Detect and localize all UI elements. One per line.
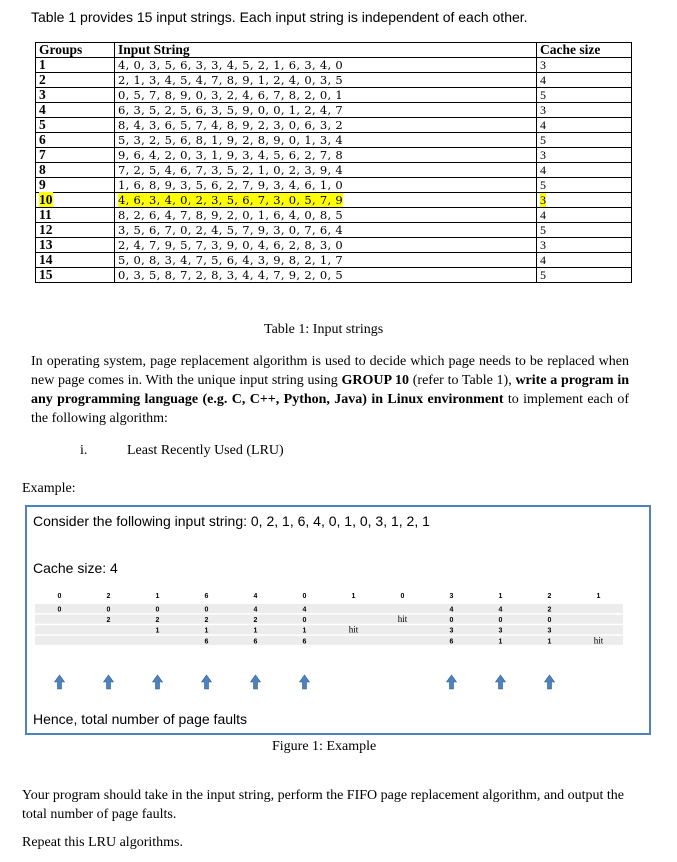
group-cell-text: 10 (39, 192, 53, 207)
group-cell (36, 253, 115, 268)
list-item-lru: Least Recently Used (LRU) (127, 443, 284, 458)
reference-value: 6 (204, 593, 209, 600)
input-string-cell-text: 9, 6, 4, 2, 0, 3, 1, 9, 3, 4, 5, 6, 2, 7, 8 (118, 148, 344, 162)
input-string-cell-text: 0, 3, 5, 8, 7, 2, 8, 3, 4, 4, 7, 9, 2, 0, 5 (118, 268, 344, 282)
reference-value: 0 (57, 593, 62, 600)
page-fault-arrow-icon (153, 675, 163, 689)
input-string-cell-text: 0, 5, 7, 8, 9, 0, 3, 2, 4, 6, 7, 8, 2, 0, 1 (118, 88, 344, 102)
page-fault-arrow-icon (104, 675, 114, 689)
cache-size-cell (537, 118, 632, 133)
group-cell (36, 178, 115, 193)
cache-size-cell (537, 73, 632, 88)
reference-value: 0 (302, 593, 307, 600)
cache-slot-value: 1 (155, 627, 160, 635)
cache-slot-value: 4 (302, 606, 307, 614)
cache-size-cell-text: 5 (540, 88, 546, 102)
table-caption: Table 1: Input strings (264, 322, 384, 337)
input-string-cell (115, 58, 537, 73)
cache-slot-value: 1 (302, 627, 307, 635)
input-string-cell-text: 7, 2, 5, 4, 6, 7, 3, 5, 2, 1, 0, 2, 3, 9, 4 (118, 163, 344, 177)
cache-slot-value: 6 (204, 638, 209, 646)
cache-slot-value: 6 (253, 638, 258, 646)
input-string-cell (115, 253, 537, 268)
reference-value: 2 (547, 593, 552, 600)
table-row (36, 253, 632, 268)
group-cell-text: 1 (39, 57, 46, 72)
group-cell (36, 118, 115, 133)
cache-size-cell-text: 5 (540, 223, 546, 237)
group-cell-text: 7 (39, 147, 46, 162)
input-string-cell-text: 5, 0, 8, 3, 4, 7, 5, 6, 4, 3, 9, 8, 2, 1, 7 (118, 253, 344, 267)
input-string-cell (115, 193, 537, 208)
reference-value: 4 (253, 593, 258, 600)
cache-slot-value: 0 (106, 606, 111, 614)
table-row (36, 133, 632, 148)
input-string-cell (115, 223, 537, 238)
table-row (36, 73, 632, 88)
cache-size-cell-text: 5 (540, 133, 546, 147)
group-cell-text: 12 (39, 222, 53, 237)
table-row (36, 118, 632, 133)
input-string-cell (115, 163, 537, 178)
table-row (36, 88, 632, 103)
cache-size-cell (537, 253, 632, 268)
cache-slot-value: 0 (302, 617, 307, 625)
page-fault-arrow-icon (545, 675, 555, 689)
input-string-cell-text: 6, 3, 5, 2, 5, 6, 3, 5, 9, 0, 0, 1, 2, 4, 7 (118, 103, 344, 117)
table-row (36, 238, 632, 253)
cache-slot-value: 4 (498, 606, 503, 614)
cache-slot-value: 2 (155, 617, 160, 625)
cache-size-cell-text: 3 (540, 238, 546, 252)
input-string-cell (115, 73, 537, 88)
cache-size-cell (537, 148, 632, 163)
cache-slot-value: 1 (204, 627, 209, 635)
cache-slot-value: 3 (498, 627, 503, 635)
cache-size-cell (537, 178, 632, 193)
program-requirement: write a program in any programming language (e.g. C, C++, Python, Java) in Linux environment (31, 373, 629, 407)
group-cell-text: 8 (39, 162, 46, 177)
example-label: Example: (22, 481, 76, 496)
cache-size-cell (537, 133, 632, 148)
cache-slot-row (35, 636, 623, 645)
lru-trace-diagram (27, 507, 649, 733)
table-row (36, 193, 632, 208)
cache-size-cell-text: 4 (540, 73, 546, 87)
page-fault-arrow-icon (447, 675, 457, 689)
para-text-3: to implement each of the following algorithm: (31, 392, 630, 426)
group-cell (36, 268, 115, 283)
cache-size-cell-text: 3 (540, 148, 546, 162)
cache-slot-value: 2 (204, 617, 209, 625)
input-string-header: Input String (115, 43, 537, 58)
cache-size-cell (537, 223, 632, 238)
cache-slot-row (35, 604, 623, 613)
input-string-cell (115, 103, 537, 118)
group-cell (36, 238, 115, 253)
group-cell-text: 9 (39, 177, 46, 192)
repeat-instruction: Repeat this LRU algorithms. (22, 835, 183, 850)
input-string-cell-text: 4, 6, 3, 4, 0, 2, 3, 5, 6, 7, 3, 0, 5, 7, 9 (118, 193, 344, 207)
cache-slot-value: 6 (302, 638, 307, 646)
cache-size-cell (537, 58, 632, 73)
group-cell (36, 163, 115, 178)
input-string-cell-text: 3, 5, 6, 7, 0, 2, 4, 5, 7, 9, 3, 0, 7, 6, 4 (118, 223, 344, 237)
input-string-cell (115, 178, 537, 193)
group-cell-text: 14 (39, 252, 53, 267)
figure-caption: Figure 1: Example (272, 739, 377, 754)
page-fault-arrow-icon (300, 675, 310, 689)
page-fault-arrow-icon (55, 675, 65, 689)
cache-size-cell (537, 163, 632, 178)
hit-label: hit (348, 624, 359, 635)
page-fault-arrow-icon (202, 675, 212, 689)
cache-slot-value: 2 (106, 617, 111, 625)
group-cell (36, 193, 115, 208)
input-string-cell-text: 4, 0, 3, 5, 6, 3, 3, 4, 5, 2, 1, 6, 3, 4, 0 (118, 58, 344, 72)
input-string-cell-text: 2, 1, 3, 4, 5, 4, 7, 8, 9, 1, 2, 4, 0, 3, 5 (118, 73, 344, 87)
cache-slot-value: 3 (449, 627, 454, 635)
group-cell-text: 2 (39, 72, 46, 87)
page-fault-arrow-icon (496, 675, 506, 689)
group-cell-text: 4 (39, 102, 46, 117)
task-paragraph: Your program should take in the input string, perform the FIFO page replacement algorithm, and output the total number of page faults. (22, 788, 625, 822)
group-number: GROUP 10 (341, 373, 410, 388)
group-cell-text: 13 (39, 237, 53, 252)
cache-slot-value: 1 (498, 638, 503, 646)
cache-size-cell-text: 3 (540, 103, 546, 117)
input-string-cell (115, 268, 537, 283)
cache-size-cell (537, 238, 632, 253)
reference-value: 1 (155, 593, 160, 600)
table-row (36, 163, 632, 178)
cache-slot-value: 0 (204, 606, 209, 614)
cache-slot-value: 2 (253, 617, 258, 625)
group-cell (36, 103, 115, 118)
groups-header: Groups (36, 43, 115, 58)
cache-size-cell (537, 103, 632, 118)
group-cell (36, 73, 115, 88)
cache-slot-value: 0 (547, 617, 552, 625)
cache-slot-value: 1 (253, 627, 258, 635)
input-string-cell (115, 133, 537, 148)
cache-size-cell (537, 268, 632, 283)
input-string-cell-text: 8, 4, 3, 6, 5, 7, 4, 8, 9, 2, 3, 0, 6, 3, 2 (118, 118, 344, 132)
group-cell-text: 3 (39, 87, 46, 102)
reference-value: 1 (498, 593, 503, 600)
cache-size-cell (537, 193, 632, 208)
input-string-cell (115, 208, 537, 223)
para-text-1: In operating system, page replacement algorithm is used to decide which page needs to be replaced when new page comes in. With the unique input string using (31, 354, 629, 388)
cache-slot-row (35, 615, 623, 624)
cache-size-cell-text: 3 (540, 193, 546, 207)
cache-slot-value: 0 (449, 617, 454, 625)
table-row (36, 268, 632, 283)
group-cell (36, 58, 115, 73)
input-string-cell (115, 118, 537, 133)
group-cell-text: 5 (39, 117, 46, 132)
group-cell (36, 223, 115, 238)
input-string-cell-text: 5, 3, 2, 5, 6, 8, 1, 9, 2, 8, 9, 0, 1, 3, 4 (118, 133, 344, 147)
table-row (36, 58, 632, 73)
cache-size-cell (537, 88, 632, 103)
group-cell (36, 148, 115, 163)
cache-size-cell-text: 4 (540, 253, 546, 267)
page-fault-arrow-icon (251, 675, 261, 689)
intro-text: Table 1 provides 15 input strings. Each input string is independent of each other. (31, 9, 528, 25)
cache-slot-value: 0 (155, 606, 160, 614)
group-cell (36, 133, 115, 148)
instructions-paragraph (31, 352, 629, 428)
table-row (36, 223, 632, 238)
input-string-cell (115, 238, 537, 253)
group-cell-text: 11 (39, 207, 52, 222)
figure-total-faults: Hence, total number of page faults (33, 711, 248, 727)
input-string-cell (115, 88, 537, 103)
cache-size-cell-text: 4 (540, 163, 546, 177)
cache-size-cell (537, 208, 632, 223)
cache-slot-value: 3 (547, 627, 552, 635)
cache-slot-value: 2 (547, 606, 552, 614)
cache-size-cell-text: 4 (540, 118, 546, 132)
reference-value: 0 (400, 593, 405, 600)
para-text-2: (refer to Table 1), (409, 373, 516, 388)
reference-value: 3 (449, 593, 454, 600)
cache-slot-value: 4 (449, 606, 454, 614)
group-cell-text: 15 (39, 267, 53, 282)
figure-input-string: Consider the following input string: 0, 2, 1, 6, 4, 0, 1, 0, 3, 1, 2, 1 (33, 513, 430, 529)
reference-value: 2 (106, 593, 111, 600)
group-cell (36, 88, 115, 103)
example-figure (25, 505, 651, 735)
hit-label: hit (593, 635, 604, 646)
table-row (36, 148, 632, 163)
reference-value: 1 (351, 593, 356, 600)
cache-size-cell-text: 4 (540, 208, 546, 222)
group-cell (36, 208, 115, 223)
hit-label: hit (397, 614, 408, 625)
table-row (36, 208, 632, 223)
cache-size-header: Cache size (537, 43, 632, 58)
cache-slot-value: 6 (449, 638, 454, 646)
table-row (36, 103, 632, 118)
input-string-cell-text: 1, 6, 8, 9, 3, 5, 6, 2, 7, 9, 3, 4, 6, 1, 0 (118, 178, 344, 192)
input-string-cell-text: 8, 2, 6, 4, 7, 8, 9, 2, 0, 1, 6, 4, 0, 8, 5 (118, 208, 344, 222)
cache-size-cell-text: 5 (540, 178, 546, 192)
cache-slot-value: 0 (498, 617, 503, 625)
group-cell-text: 6 (39, 132, 46, 147)
table-row (36, 178, 632, 193)
cache-slot-value: 0 (57, 606, 62, 614)
cache-size-cell-text: 5 (540, 268, 546, 282)
table-header-row (36, 43, 632, 58)
cache-size-cell-text: 3 (540, 58, 546, 72)
cache-slot-value: 1 (547, 638, 552, 646)
input-string-cell-text: 2, 4, 7, 9, 5, 7, 3, 9, 0, 4, 6, 2, 8, 3, 0 (118, 238, 344, 252)
figure-cache-size: Cache size: 4 (33, 560, 118, 576)
input-strings-table (35, 42, 632, 283)
input-string-cell (115, 148, 537, 163)
reference-value: 1 (596, 593, 601, 600)
cache-slot-row (35, 625, 623, 634)
list-number: i. (80, 443, 88, 458)
cache-slot-value: 4 (253, 606, 258, 614)
